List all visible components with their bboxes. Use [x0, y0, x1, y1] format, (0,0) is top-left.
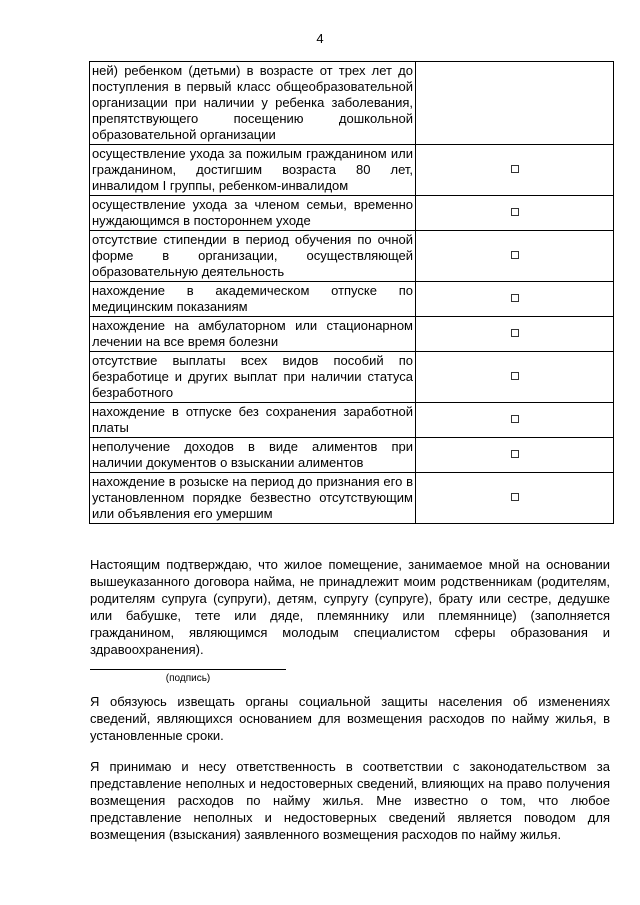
obligation-paragraph: Я обязуюсь извещать органы социальной защиты населения об изменениях сведений, являющихся основанием для возмещения расходов по найму жилья, в установленные сроки. [90, 694, 610, 743]
row-label: отсутствие выплаты всех видов пособий по безработице и других выплат при наличии статуса безработного [90, 352, 416, 403]
table-row [90, 473, 614, 524]
row-checkbox-cell [416, 317, 614, 352]
table-row [90, 352, 614, 403]
table-row [90, 62, 614, 145]
row-label: осуществление ухода за пожилым гражданином или гражданином, достигшим возраста 80 лет, инвалидом I группы, ребенком-инвалидом [90, 145, 416, 196]
checkbox[interactable] [511, 251, 519, 259]
table-row [90, 231, 614, 282]
table-row [90, 196, 614, 231]
row-label: неполучение доходов в виде алиментов при наличии документов о взыскании алиментов [90, 438, 416, 473]
row-label: нахождение в розыске на период до признания его в установленном порядке безвестно отсутствующим или объявления его умершим [90, 473, 416, 524]
row-checkbox-cell-empty [416, 62, 614, 145]
row-checkbox-cell [416, 403, 614, 438]
checkbox[interactable] [511, 294, 519, 302]
row-checkbox-cell [416, 145, 614, 196]
row-label: ней) ребенком (детьми) в возрасте от трех лет до поступления в первый класс общеобразовательной организации при наличии у ребенка заболевания, препятствующего посещению дошкольной образовательной организации [90, 62, 416, 145]
row-label: осуществление ухода за членом семьи, временно нуждающимся в постороннем уходе [90, 196, 416, 231]
responsibility-paragraph: Я принимаю и несу ответственность в соответствии с законодательством за представление неполных и недостоверных сведений, влияющих на право получения возмещения расходов по найму жилья. Мне известно о том, что любое представление неполных и недостоверных сведений является поводом для возмещения (взыскания) заявленного возмещения расходов по найму жилья. [90, 759, 610, 842]
checkbox[interactable] [511, 450, 519, 458]
checkbox[interactable] [511, 208, 519, 216]
row-label: нахождение в отпуске без сохранения заработной платы [90, 403, 416, 438]
row-label: отсутствие стипендии в период обучения по очной форме в организации, осуществляющей образовательную деятельность [90, 231, 416, 282]
table-row [90, 317, 614, 352]
row-label: нахождение в академическом отпуске по медицинским показаниям [90, 282, 416, 317]
signature-line [90, 669, 286, 670]
row-checkbox-cell [416, 231, 614, 282]
row-checkbox-cell [416, 473, 614, 524]
checkbox[interactable] [511, 372, 519, 380]
table-row [90, 282, 614, 317]
row-checkbox-cell [416, 438, 614, 473]
page-number: 4 [316, 31, 324, 46]
checkbox[interactable] [511, 329, 519, 337]
confirmation-paragraph: Настоящим подтверждаю, что жилое помещение, занимаемое мной на основании вышеуказанного договора найма, не принадлежит моим родственникам (родителям, родителям супруга (супруги), детям, супругу (супруге), брату или сестре, дедушке или бабушке, тете или дяде, племяннику или племяннице) (заполняется гражданином, являющимся молодым специалистом сферы образования и здравоохранения). [90, 557, 610, 657]
table-row [90, 403, 614, 438]
signature-caption: (подпись) [165, 673, 211, 684]
checkbox[interactable] [511, 165, 519, 173]
table-row [90, 145, 614, 196]
row-checkbox-cell [416, 282, 614, 317]
row-checkbox-cell [416, 196, 614, 231]
table-row [90, 438, 614, 473]
row-checkbox-cell [416, 352, 614, 403]
row-label: нахождение на амбулаторном или стационарном лечении на все время болезни [90, 317, 416, 352]
conditions-table [89, 61, 614, 524]
checkbox[interactable] [511, 493, 519, 501]
checkbox[interactable] [511, 415, 519, 423]
